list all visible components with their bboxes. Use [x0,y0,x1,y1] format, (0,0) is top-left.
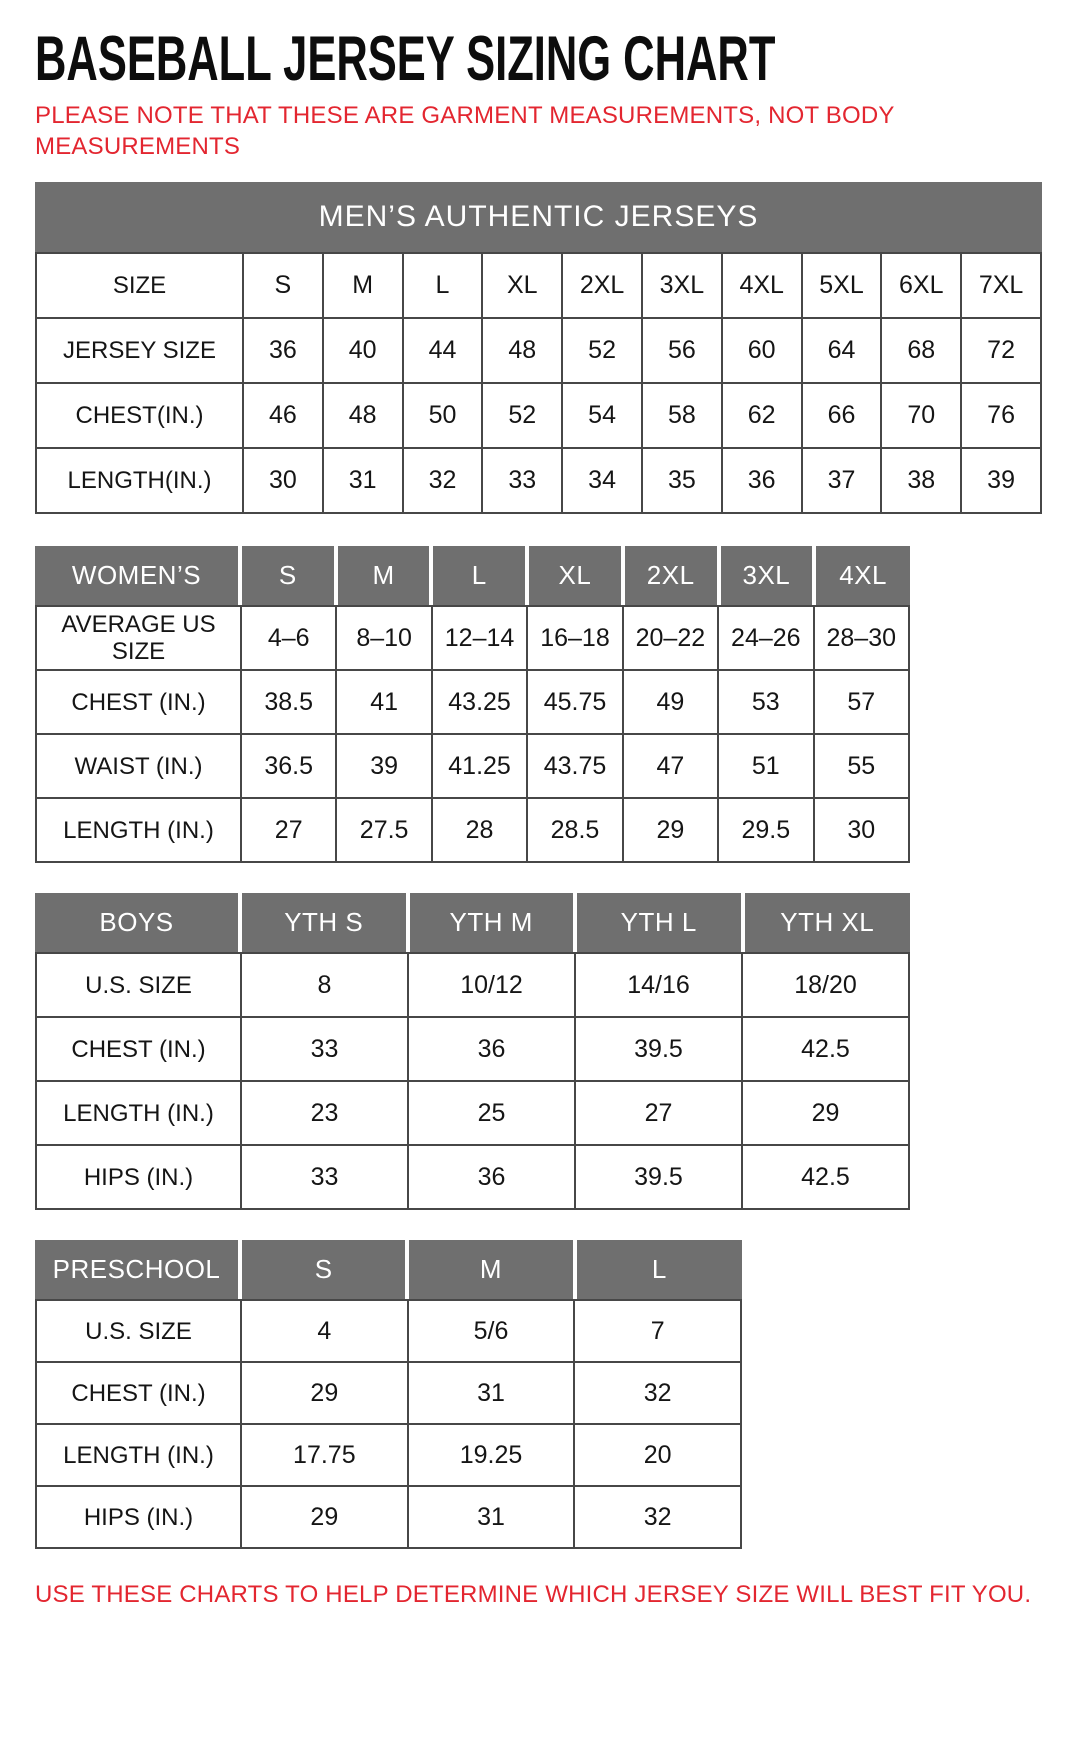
value-cell: 20–22 [623,606,718,670]
value-cell: 43.75 [527,734,622,798]
value-cell: 6XL [881,253,961,318]
value-cell: 4–6 [241,606,336,670]
table-row [36,798,909,862]
measurement-note: PLEASE NOTE THAT THESE ARE GARMENT MEASUREMENTS, NOT BODY MEASUREMENTS [35,102,895,161]
value-cell: 10/12 [408,953,575,1017]
table-row [36,670,909,734]
value-cell: 76 [961,383,1041,448]
value-cell: 68 [881,318,961,383]
value-cell: 56 [642,318,722,383]
value-cell: 34 [562,448,642,513]
size-header-cell: 3XL [719,546,815,605]
table-row [36,1362,741,1424]
value-cell: 32 [403,448,483,513]
value-cell: 41.25 [432,734,527,798]
row-label-cell: CHEST(IN.) [36,383,243,448]
size-header-cell: YTH S [240,893,408,952]
value-cell: 33 [241,1017,408,1081]
size-header-row [35,546,910,605]
table-row [36,1017,909,1081]
value-cell: 25 [408,1081,575,1145]
row-label-cell: LENGTH(IN.) [36,448,243,513]
value-cell: 36 [408,1017,575,1081]
value-cell: 32 [574,1486,741,1548]
row-label-cell: LENGTH (IN.) [36,798,241,862]
value-cell: 55 [814,734,909,798]
size-header-row [35,1240,742,1299]
value-cell: M [323,253,403,318]
size-header-cell: M [336,546,432,605]
size-header-cell: S [240,546,336,605]
footer-note: USE THESE CHARTS TO HELP DETERMINE WHICH JERSEY SIZE WILL BEST FIT YOU. [35,1581,1032,1609]
value-cell: 31 [408,1362,575,1424]
preschool-data-table [35,1299,742,1549]
value-cell: 20 [574,1424,741,1486]
size-header-cell: YTH M [408,893,576,952]
value-cell: 29 [241,1362,408,1424]
mens-data-table [35,252,1042,514]
row-label-cell: HIPS (IN.) [36,1145,241,1209]
preschool-header-row [35,1240,742,1299]
value-cell: 39.5 [575,1017,742,1081]
value-cell: 46 [243,383,323,448]
value-cell: 39 [961,448,1041,513]
value-cell: 51 [718,734,813,798]
value-cell: 57 [814,670,909,734]
size-header-cell: YTH L [575,893,743,952]
value-cell: 29 [742,1081,909,1145]
value-cell: 17.75 [241,1424,408,1486]
table-row [36,448,1041,513]
mens-size-table [35,182,1042,514]
value-cell: 16–18 [527,606,622,670]
value-cell: 29 [623,798,718,862]
size-header-cell: YTH XL [743,893,911,952]
row-label-cell: WAIST (IN.) [36,734,241,798]
size-header-cell: XL [527,546,623,605]
row-label-cell: SIZE [36,253,243,318]
value-cell: 33 [482,448,562,513]
size-header-cell: S [240,1240,407,1299]
row-label-cell: JERSEY SIZE [36,318,243,383]
value-cell: 7 [574,1300,741,1362]
value-cell: 5/6 [408,1300,575,1362]
womens-size-table [35,546,1042,863]
value-cell: 35 [642,448,722,513]
value-cell: 44 [403,318,483,383]
mens-banner: MEN’S AUTHENTIC JERSEYS [35,182,1042,252]
value-cell: 50 [403,383,483,448]
size-header-row [35,893,910,952]
value-cell: 27 [575,1081,742,1145]
value-cell: 42.5 [742,1145,909,1209]
value-cell: XL [482,253,562,318]
value-cell: 66 [802,383,882,448]
value-cell: 39.5 [575,1145,742,1209]
value-cell: 53 [718,670,813,734]
value-cell: 5XL [802,253,882,318]
size-header-cell: M [407,1240,574,1299]
value-cell: 28–30 [814,606,909,670]
value-cell: 24–26 [718,606,813,670]
value-cell: 72 [961,318,1041,383]
value-cell: 27.5 [336,798,431,862]
table-row [36,383,1041,448]
row-label-cell: HIPS (IN.) [36,1486,241,1548]
value-cell: 19.25 [408,1424,575,1486]
row-label-cell: U.S. SIZE [36,953,241,1017]
value-cell: 30 [243,448,323,513]
table-row [36,1145,909,1209]
value-cell: 8–10 [336,606,431,670]
value-cell: S [243,253,323,318]
table-row [36,1081,909,1145]
value-cell: 52 [482,383,562,448]
table-row [36,1300,741,1362]
row-label-cell: CHEST (IN.) [36,1362,241,1424]
value-cell: 36 [243,318,323,383]
table-row [36,1486,741,1548]
value-cell: 2XL [562,253,642,318]
value-cell: 36 [722,448,802,513]
value-cell: 7XL [961,253,1041,318]
value-cell: 28 [432,798,527,862]
value-cell: 40 [323,318,403,383]
value-cell: 48 [482,318,562,383]
size-header-cell: L [431,546,527,605]
value-cell: 23 [241,1081,408,1145]
row-label-cell: CHEST (IN.) [36,670,241,734]
boys-data-table [35,952,910,1210]
value-cell: 70 [881,383,961,448]
value-cell: 41 [336,670,431,734]
value-cell: 43.25 [432,670,527,734]
table-row [36,606,909,670]
value-cell: 62 [722,383,802,448]
value-cell: 38 [881,448,961,513]
value-cell: 47 [623,734,718,798]
size-header-cell: 4XL [814,546,910,605]
boys-size-table [35,893,1042,1210]
boys-header-row [35,893,910,952]
value-cell: 4 [241,1300,408,1362]
value-cell: L [403,253,483,318]
value-cell: 48 [323,383,403,448]
value-cell: 54 [562,383,642,448]
size-header-cell: 2XL [623,546,719,605]
page-title: BASEBALL JERSEY SIZING CHART [35,23,776,94]
value-cell: 30 [814,798,909,862]
value-cell: 33 [241,1145,408,1209]
table-row [36,953,909,1017]
value-cell: 36 [408,1145,575,1209]
table-row [36,318,1041,383]
value-cell: 29.5 [718,798,813,862]
value-cell: 18/20 [742,953,909,1017]
row-label-cell: U.S. SIZE [36,1300,241,1362]
row-label-cell: LENGTH (IN.) [36,1424,241,1486]
womens-header-row [35,546,910,605]
value-cell: 4XL [722,253,802,318]
table-row [36,1424,741,1486]
value-cell: 39 [336,734,431,798]
row-label-cell: LENGTH (IN.) [36,1081,241,1145]
row-label-cell: CHEST (IN.) [36,1017,241,1081]
value-cell: 52 [562,318,642,383]
value-cell: 58 [642,383,722,448]
value-cell: 36.5 [241,734,336,798]
value-cell: 14/16 [575,953,742,1017]
value-cell: 31 [323,448,403,513]
value-cell: 3XL [642,253,722,318]
womens-data-table [35,605,910,863]
table-title-cell: PRESCHOOL [35,1240,240,1299]
value-cell: 64 [802,318,882,383]
value-cell: 49 [623,670,718,734]
table-title-cell: WOMEN’S [35,546,240,605]
value-cell: 29 [241,1486,408,1548]
value-cell: 38.5 [241,670,336,734]
value-cell: 45.75 [527,670,622,734]
preschool-size-table [35,1240,1042,1549]
size-header-cell: L [575,1240,742,1299]
table-row [36,253,1041,318]
value-cell: 28.5 [527,798,622,862]
value-cell: 60 [722,318,802,383]
value-cell: 42.5 [742,1017,909,1081]
row-label-cell: AVERAGE US SIZE [36,606,241,670]
value-cell: 12–14 [432,606,527,670]
value-cell: 31 [408,1486,575,1548]
table-row [36,734,909,798]
value-cell: 32 [574,1362,741,1424]
value-cell: 8 [241,953,408,1017]
value-cell: 27 [241,798,336,862]
value-cell: 37 [802,448,882,513]
table-title-cell: BOYS [35,893,240,952]
